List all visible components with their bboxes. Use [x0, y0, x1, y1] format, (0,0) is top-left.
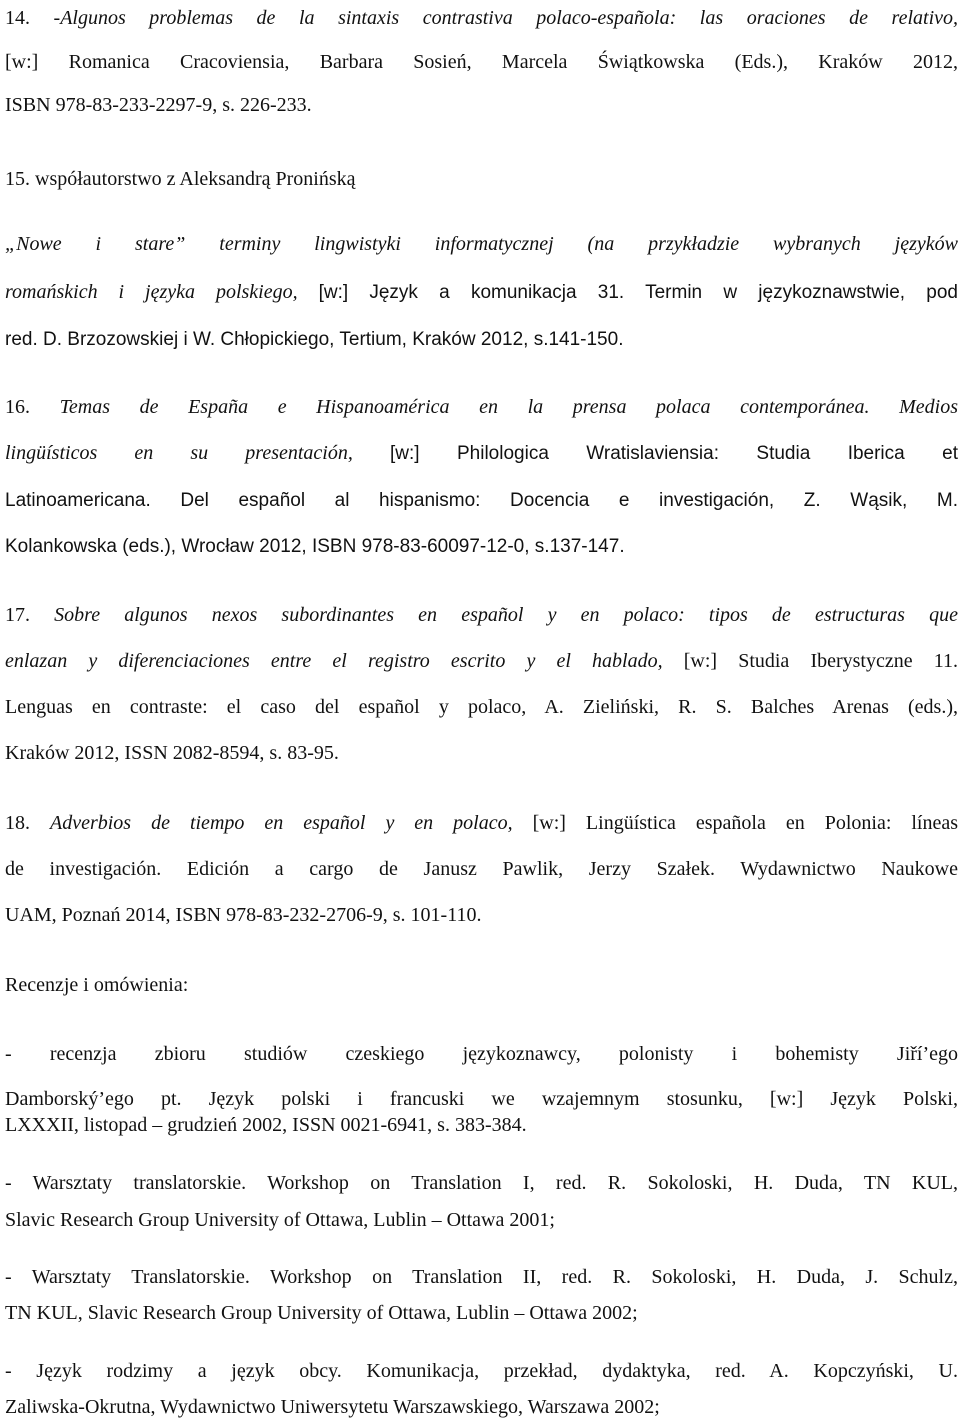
text-line — [5, 234, 958, 254]
text-line — [5, 905, 958, 925]
text-run: 17. — [5, 604, 55, 626]
text-run: Sobre algunos nexos subordinantes en español y en polaco: tipos de estructuras que — [54, 604, 959, 626]
text-line — [5, 1044, 958, 1064]
text-line — [5, 1397, 958, 1417]
text-run: Damborský’ego pt. Język polski i francuski we wzajemnym stosunku, [w:] Język Polski, — [5, 1088, 958, 1110]
text-run: enlazan y diferenciaciones entre el registro escrito y el hablado, — [5, 650, 684, 672]
text-run: - recenzja zbioru studiów czeskiego językoznawcy, polonisty i bohemisty Jiří’ego — [5, 1043, 958, 1065]
text-line — [5, 490, 958, 510]
text-run: Latinoamericana. Del español al hispanismo: Docencia e investigación, Z. Wąsik, M. — [5, 490, 958, 511]
text-line — [5, 1173, 958, 1193]
text-line — [5, 859, 958, 879]
text-line — [5, 536, 958, 556]
text-run: Temas de España e Hispanoamérica en la prensa polaca contemporánea. Medios — [59, 396, 958, 418]
text-line — [5, 975, 958, 995]
text-line — [5, 169, 958, 189]
text-line — [5, 282, 958, 302]
text-run: 16. — [5, 396, 60, 418]
text-run: Adverbios de tiempo en español y en polaco, — [50, 812, 533, 834]
text-run: ISBN 978-83-233-2297-9, s. 226-233. — [5, 94, 312, 116]
text-line — [5, 1210, 958, 1230]
text-line — [5, 743, 958, 763]
text-run: - Warsztaty Translatorskie. Workshop on Translation II, red. R. Sokoloski, H. Duda, J. Schulz, — [5, 1266, 958, 1288]
text-run: de investigación. Edición a cargo de Janusz Pawlik, Jerzy Szałek. Wydawnictwo Naukowe — [5, 858, 958, 880]
text-line — [5, 697, 958, 717]
text-run: Zaliwska-Okrutna, Wydawnictwo Uniwersytetu Warszawskiego, Warszawa 2002; — [5, 1396, 660, 1418]
text-run: Recenzje i omówienia: — [5, 974, 189, 996]
text-run: 18. — [5, 812, 50, 834]
text-run: [w:] Romanica Cracoviensia, Barbara Sosień, Marcela Świątkowska (Eds.), Kraków 2012, — [5, 51, 958, 73]
text-run: TN KUL, Slavic Research Group University of Ottawa, Lublin – Ottawa 2002; — [5, 1302, 638, 1324]
text-line — [5, 1361, 958, 1381]
text-run: [w:] Studia Iberystyczne 11. — [683, 650, 958, 672]
text-run: - Warsztaty translatorskie. Workshop on Translation I, red. R. Sokoloski, H. Duda, TN KUL, — [5, 1172, 958, 1194]
text-run: -Algunos problemas de la sintaxis contrastiva polaco-española: las oraciones de relativo, — [53, 7, 958, 29]
text-run: Lenguas en contraste: el caso del español y polaco, A. Zieliński, R. S. Balches Arenas (eds.), — [5, 696, 958, 718]
text-line — [5, 329, 958, 349]
text-run: UAM, Poznań 2014, ISBN 978-83-232-2706-9, s. 101-110. — [5, 904, 482, 926]
text-run: romańskich i języka polskiego, — [5, 281, 319, 303]
text-run: 15. współautorstwo z Aleksandrą Pronińską — [5, 168, 356, 190]
text-run: lingüísticos en su presentación, — [5, 442, 391, 464]
text-line — [5, 651, 958, 671]
text-run: red. D. Brzozowskiej i W. Chłopickiego, Tertium, Kraków 2012, s.141-150. — [5, 329, 624, 350]
text-run: „Nowe i stare” terminy lingwistyki informatycznej (na przykładzie wybranych języków — [5, 233, 958, 255]
text-run: [w:] Philologica Wratislaviensia: Studia Iberica et — [390, 443, 958, 464]
text-line — [5, 605, 958, 625]
text-run: 14. — [5, 7, 54, 29]
text-run: Kraków 2012, ISSN 2082-8594, s. 83-95. — [5, 742, 339, 764]
text-run: LXXXII, listopad – grudzień 2002, ISSN 0021-6941, s. 383-384. — [5, 1114, 527, 1136]
text-run: Slavic Research Group University of Ottawa, Lublin – Ottawa 2001; — [5, 1209, 555, 1231]
text-line — [5, 95, 958, 115]
text-line — [5, 52, 958, 72]
text-run: Kolankowska (eds.), Wrocław 2012, ISBN 978-83-60097-12-0, s.137-147. — [5, 536, 625, 557]
text-line — [5, 1115, 958, 1135]
text-line — [5, 1089, 958, 1109]
text-line — [5, 397, 958, 417]
text-line — [5, 8, 958, 28]
text-line — [5, 1303, 958, 1323]
text-run: [w:] Język a komunikacja 31. Termin w językoznawstwie, pod — [318, 282, 958, 303]
text-line — [5, 1267, 958, 1287]
text-line — [5, 443, 958, 463]
text-run: - Język rodzimy a język obcy. Komunikacja, przekład, dydaktyka, red. A. Kopczyński, U. — [5, 1360, 958, 1382]
text-line — [5, 813, 958, 833]
text-run: [w:] Lingüística española en Polonia: líneas — [532, 812, 959, 834]
